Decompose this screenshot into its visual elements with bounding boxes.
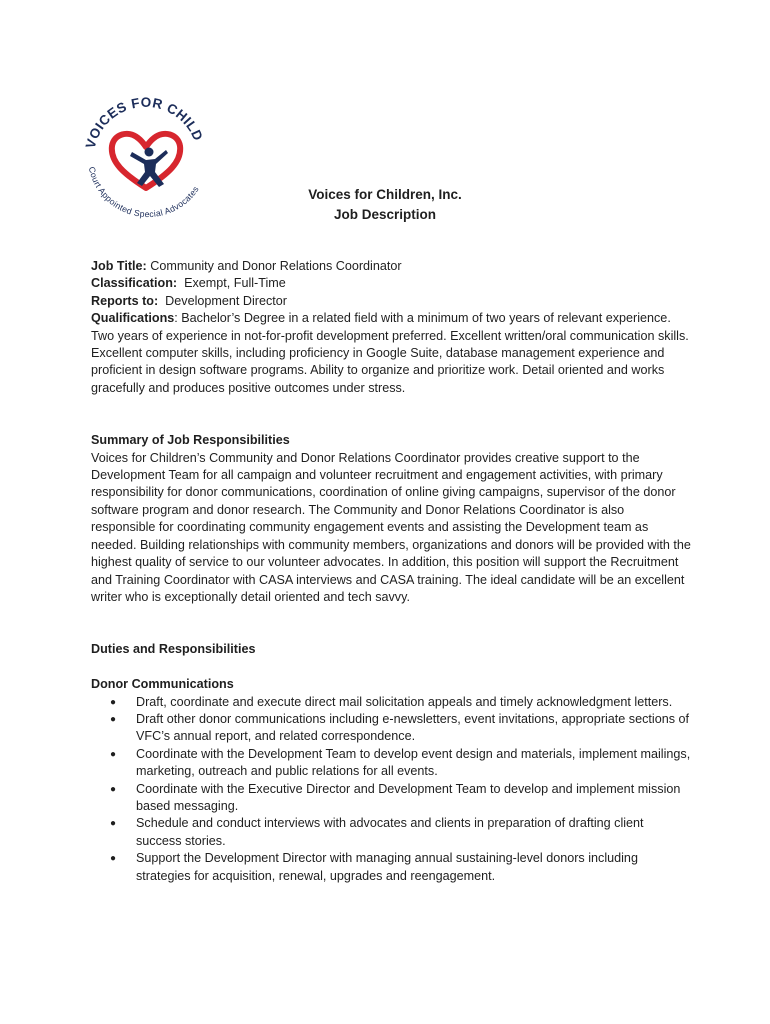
donor-communications-heading: Donor Communications bbox=[91, 677, 234, 692]
list-item: ● Draft other donor communications including e-newsletters, event invitations, appropriate sections of VFC’s annual report, and related correspondence. bbox=[91, 711, 691, 746]
list-item: ● Coordinate with the Development Team to develop event design and materials, implement mailings, marketing, outreach and public relations for all events. bbox=[91, 746, 691, 781]
list-item: ● Coordinate with the Executive Director and Development Team to develop and implement mission based messaging. bbox=[91, 781, 691, 816]
reports-to-label: Reports to: bbox=[91, 293, 159, 308]
document-title bbox=[0, 185, 770, 225]
job-title-label: Job Title: bbox=[91, 259, 147, 273]
list-item: ● Draft, coordinate and execute direct mail solicitation appeals and timely acknowledgment letters. bbox=[91, 694, 691, 711]
job-title-line bbox=[91, 258, 691, 275]
qualifications-value: : Bachelor’s Degree in a related field with a minimum of two years of relevant experience. Two years of experience in not-for-profit development preferred. Excellent written/oral communication skills. Excellent computer skills, including proficiency in Google Suite, database management experience and proficient in design software programs. Ability to organize and prioritize work. Detail oriented and works gracefully and produces positive outcomes under stress. bbox=[91, 311, 689, 395]
classification-line bbox=[91, 275, 691, 292]
list-item: ● Schedule and conduct interviews with advocates and clients in preparation of drafting client success stories. bbox=[91, 815, 691, 850]
list-item: ● Support the Development Director with managing annual sustaining-level donors including strategies for acquisition, renewal, upgrades and reengagement. bbox=[91, 850, 691, 885]
summary-paragraph: Voices for Children’s Community and Donor Relations Coordinator provides creative support to the Development Team for all campaign and volunteer recruitment and engagement activities, with primary responsibility for donor communications, coordination of online giving campaigns, supervisor of the donor software program and donor research. The Community and Donor Relations Coordinator is also responsible for coordinating community engagement events and assisting the Development team as needed. Building relationships with community members, organizations and donors will be provided with the highest quality of service to our volunteer advocates. In addition, this position will support the Recruitment and Training Coordinator with CASA interviews and CASA training. The ideal candidate will be an excellent writer who is exceptionally detail oriented and tech savvy. bbox=[91, 450, 691, 604]
reports-to-value: Development Director bbox=[158, 293, 287, 308]
summary-heading: Summary of Job Responsibilities bbox=[91, 433, 290, 448]
classification-label: Classification: bbox=[91, 276, 178, 291]
classification-value: Exempt, Full-Time bbox=[177, 276, 286, 291]
logo-tagline-text: Court Appointed Special Advocates bbox=[86, 165, 201, 220]
donor-communications-list bbox=[91, 694, 691, 885]
duties-heading: Duties and Responsibilities bbox=[91, 642, 256, 657]
qualifications-label: Qualifications bbox=[91, 311, 175, 326]
job-title-value: Community and Donor Relations Coordinator bbox=[146, 259, 402, 273]
document-body bbox=[91, 258, 691, 885]
logo-name-text: VOICES FOR CHILD bbox=[82, 94, 206, 151]
reports-to-line bbox=[91, 293, 691, 310]
qualifications-paragraph bbox=[91, 310, 691, 397]
document-type: Job Description bbox=[333, 207, 436, 222]
organization-name: Voices for Children, Inc. bbox=[308, 187, 462, 202]
